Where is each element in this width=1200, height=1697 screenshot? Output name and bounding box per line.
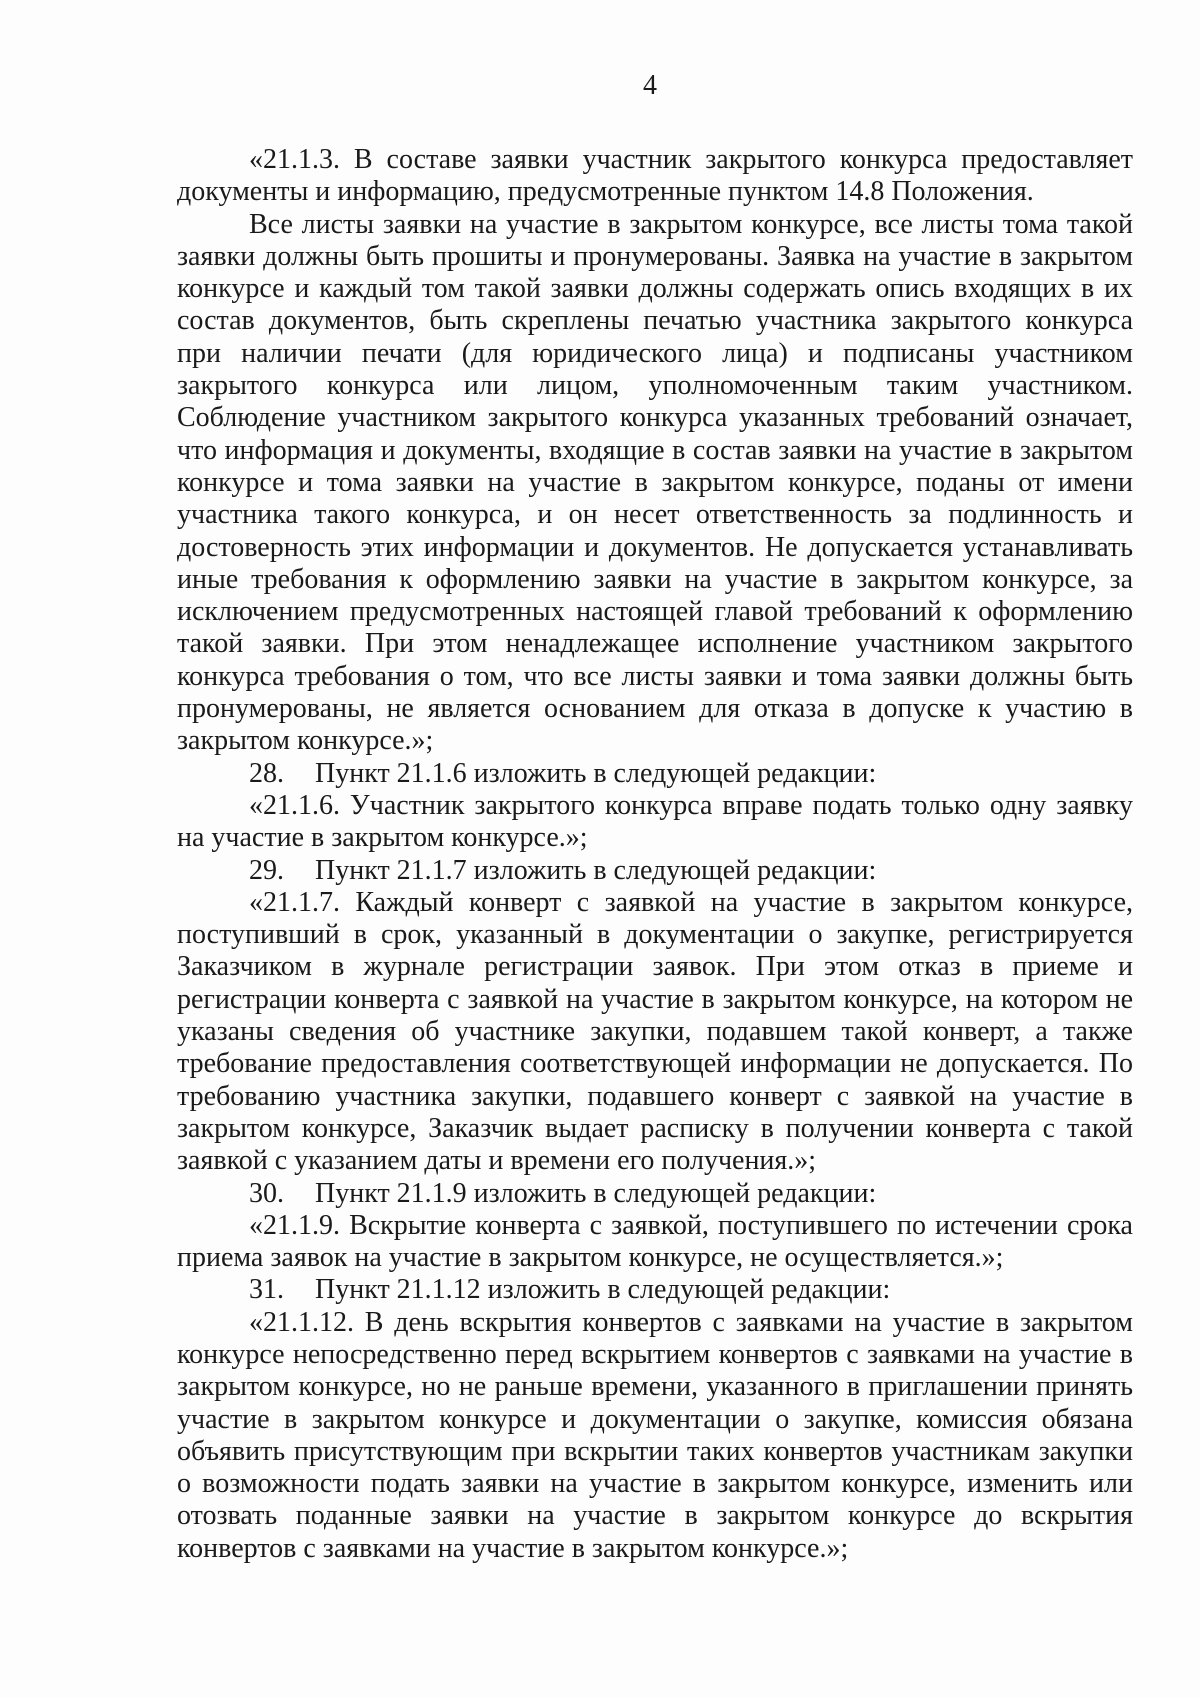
amendment-item-30 [177, 1178, 1133, 1210]
item-number: 29. [249, 854, 284, 886]
document-body [177, 144, 1133, 1565]
amendment-item-31 [177, 1274, 1133, 1306]
item-text: Пункт 21.1.7 изложить в следующей редакции: [315, 854, 877, 886]
paragraph-21-1-6: «21.1.6. Участник закрытого конкурса вправе подать только одну заявку на участие в закрытом конкурсе.»; [177, 789, 1133, 854]
page-number: 4 [643, 70, 657, 101]
paragraph-21-1-3: «21.1.3. В составе заявки участник закрытого конкурса предоставляет документы и информацию, предусмотренные пунктом 14.8 Положения. [177, 144, 1133, 208]
paragraph-21-1-7: «21.1.7. Каждый конверт с заявкой на участие в закрытом конкурсе, поступивший в срок, указанный в документации о закупке, регистрируется Заказчиком в журнале регистрации заявок. При этом отказ в приеме и регистрации конверта с заявкой на участие в закрытом конкурсе, на котором не указаны сведения об участнике закупки, подавшем такой конверт, а также требование предоставления соответствующей информации не допускается. По требованию участника закупки, подавшего конверт с заявкой на участие в закрытом конкурсе, Заказчик выдает расписку в получении конверта с такой заявкой с указанием даты и времени его получения.»; [177, 886, 1133, 1177]
item-text: Пункт 21.1.12 изложить в следующей редакции: [315, 1274, 891, 1306]
item-number: 28. [249, 757, 284, 789]
item-text: Пункт 21.1.6 изложить в следующей редакции: [315, 757, 877, 789]
paragraph-21-1-12: «21.1.12. В день вскрытия конвертов с заявками на участие в закрытом конкурсе непосредственно перед вскрытием конвертов с заявками на участие в закрытом конкурсе, но не раньше времени, указанного в приглашении принять участие в закрытом конкурсе и документации о закупке, комиссия обязана объявить присутствующим при вскрытии таких конвертов участникам закупки о возможности подать заявки на участие в закрытом конкурсе, изменить или отозвать поданные заявки на участие в закрытом конкурсе до вскрытия конвертов с заявками на участие в закрытом конкурсе.»; [177, 1306, 1133, 1564]
item-text: Пункт 21.1.9 изложить в следующей редакции: [315, 1177, 877, 1209]
item-number: 30. [249, 1177, 284, 1209]
paragraph-sheets-requirements: Все листы заявки на участие в закрытом конкурсе, все листы тома такой заявки должны быть прошиты и пронумерованы. Заявка на участие в закрытом конкурсе и каждый том такой заявки должны содержать опись входящих в их состав документов, быть скреплены печатью участника закрытого конкурса при наличии печати (для юридического лица) и подписаны участником закрытого конкурса или лицом, уполномоченным таким участником. Соблюдение участником закрытого конкурса указанных требований означает, что информация и документы, входящие в состав заявки на участие в закрытом конкурсе и тома заявки на участие в закрытом конкурсе, поданы от имени участника такого конкурса, и он несет ответственность за подлинность и достоверность этих информации и документов. Не допускается устанавливать иные требования к оформлению заявки на участие в закрытом конкурсе, за исключением предусмотренных настоящей главой требований к оформлению такой заявки. При этом ненадлежащее исполнение участником закрытого конкурса требования о том, что все листы заявки и тома заявки должны быть пронумерованы, не является основанием для отказа в допуске к участию в закрытом конкурсе.»; [177, 208, 1133, 757]
paragraph-21-1-9: «21.1.9. Вскрытие конверта с заявкой, поступившего по истечении срока приема заявок на участие в закрытом конкурсе, не осуществляется.»; [177, 1209, 1133, 1274]
amendment-item-28 [177, 758, 1133, 790]
item-number: 31. [249, 1274, 284, 1306]
amendment-item-29 [177, 855, 1133, 887]
